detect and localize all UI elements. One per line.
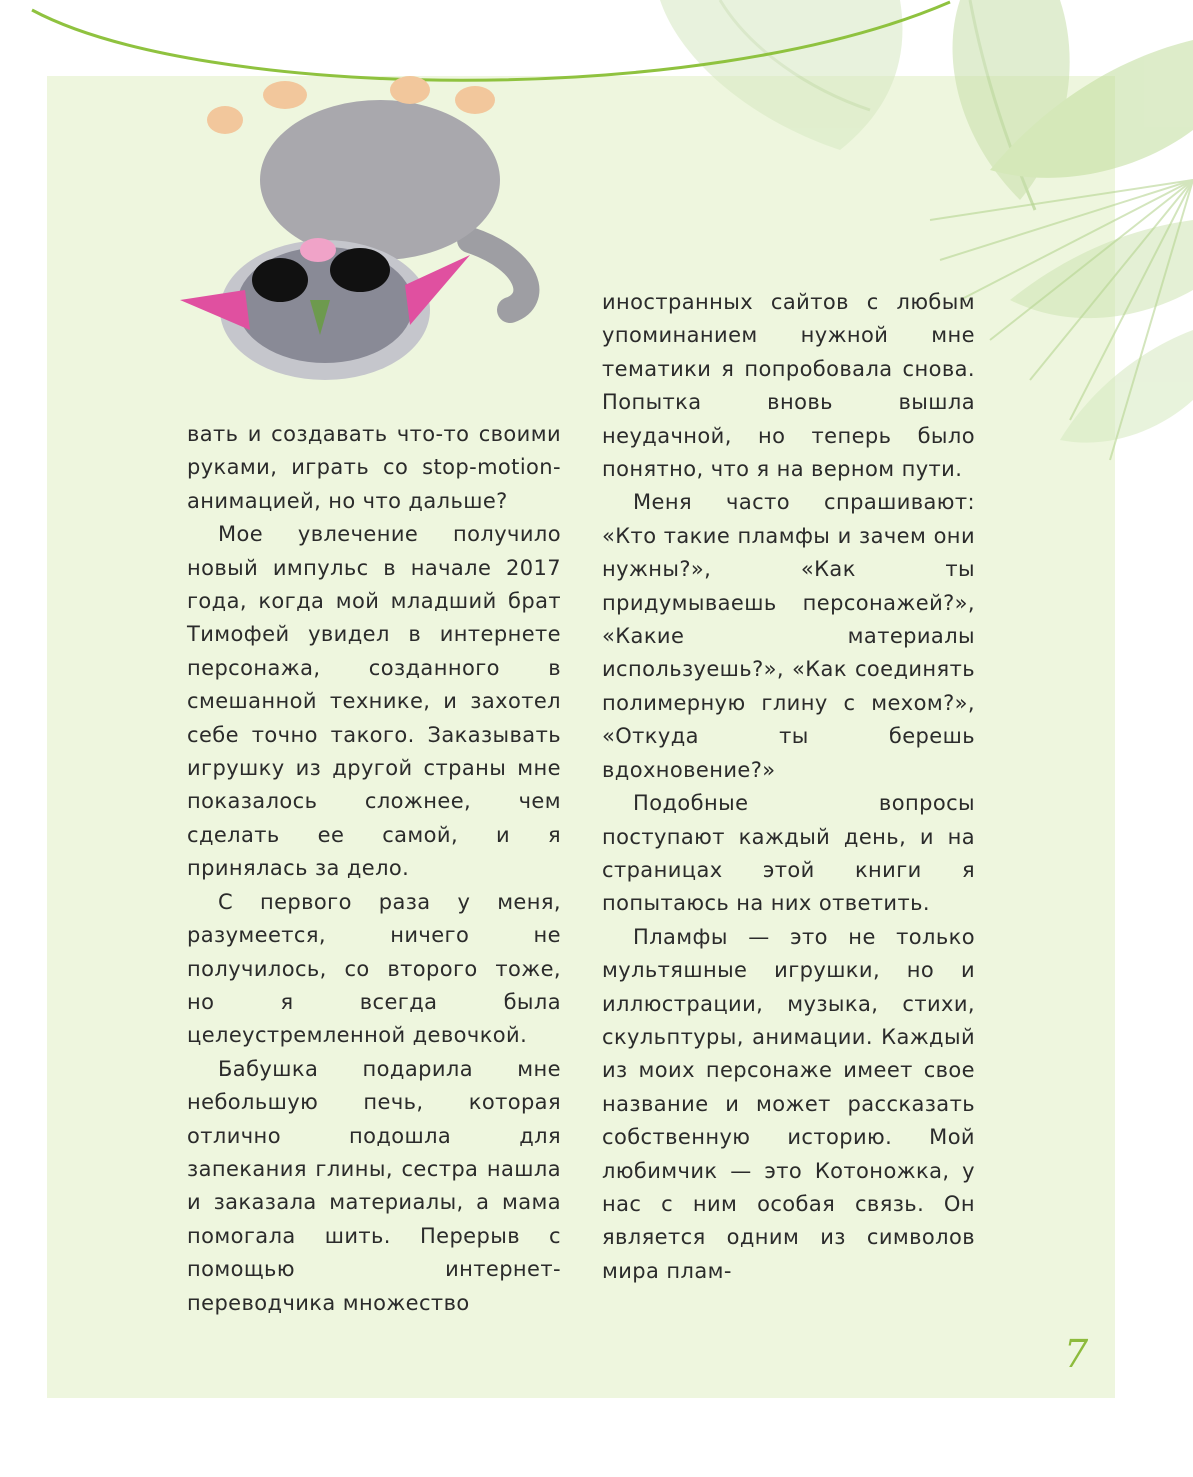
- paragraph: иностранных сайтов с любым упоминанием нужной мне тематики я попробовала снова. Попытка вновь вышла неудачной, но теперь было понятно, что я на верном пути.: [602, 290, 975, 482]
- paragraph: Бабушка подарила мне небольшую печь, которая отлично подошла для запекания глины, сестра нашла и заказала материалы, а мама помогала шить. Перерыв с помощью интернет-переводчика множество: [187, 1056, 561, 1315]
- paragraph: Подобные вопросы поступают каждый день, и на страницах этой книги я попытаюсь на них ответить.: [602, 791, 975, 916]
- text-column-right: [602, 286, 975, 1288]
- page-number: 7: [1064, 1332, 1089, 1376]
- text-column-left: [187, 418, 561, 1320]
- paragraph: Мое увлечение получило новый импульс в начале 2017 года, когда мой младший брат Тимофей увидел в интернете персонажа, созданного в смешанной технике, и захотел себе точно такого. Заказывать игрушку из другой страны мне показалось сложнее, чем сделать ее самой, и я принялась за дело.: [187, 522, 561, 881]
- upside-down-plumf-creature-icon: [170, 60, 550, 380]
- paragraph: Пламфы — это не только мультяшные игрушки, но и иллюстрации, музыка, стихи, скульптуры, анимации. Каждый из моих персонаже имеет свое название и может рассказать собственную историю. Мой любимчик — это Котоножка, у нас с ним особая связь. Он является одним из символов мира плам-: [602, 924, 975, 1283]
- paragraph: С первого раза у меня, разумеется, ничего не получилось, со второго тоже, но я всегда была целеустремленной девочкой.: [187, 889, 561, 1048]
- paragraph: Меня часто спрашивают: «Кто такие пламфы и зачем они нужны?», «Как ты придумываешь персонажей?», «Какие материалы используешь?», «Как соединять полимерную глину с мехом?», «Откуда ты берешь вдохновение?»: [602, 490, 975, 782]
- paragraph: вать и создавать что-то своими руками, играть со stop-motion-анимацией, но что дальше?: [187, 422, 561, 513]
